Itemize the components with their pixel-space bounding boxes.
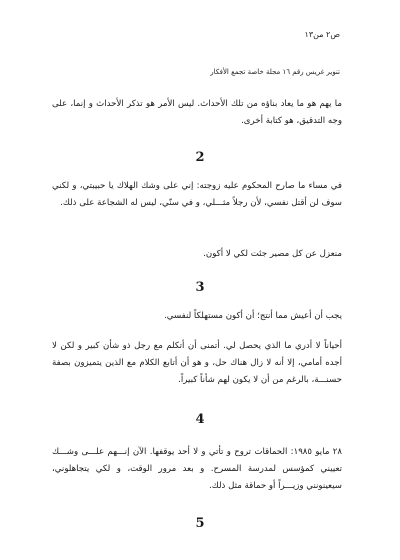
section-number: 3 bbox=[195, 280, 205, 295]
section-number: 2 bbox=[195, 150, 205, 165]
section-number: 4 bbox=[195, 412, 205, 427]
page-number: ص٢ من١٣ bbox=[304, 30, 340, 39]
paragraph: ٢٨ مايو ١٩٨٥: الحماقات تروح و تأتي و لا أحد يوقفها. الآن إنـــهم علـــى وشـــك تعييني كمؤسس لمدرسة المسرح. و بعد مرور الوقت، و لكي يتجاهلوني، سيعينونني وزيـــراً أو حماقة مثل ذلك. bbox=[52, 447, 342, 491]
paragraph: منعزل عن كل مصير جئت لكي لا أكون. bbox=[203, 249, 342, 259]
paragraph: يجب أن أعيش مما أنتج؛ أن أكون مستهلكاً لنفسي. bbox=[164, 311, 342, 321]
running-header: تنوير غريس رقم ١٦ مجلة خاصة تجمع الأفكار bbox=[210, 68, 340, 76]
paragraph: في مساء ما صارح المحكوم عليه زوجته: إني على وشك الهلاك يا حبيبتي، و لكني سوف لن أقتل نفسي، لأن رجلاً مثـــلي، و في سنّي، ليس له الشجاعة على ذلك. bbox=[52, 181, 342, 208]
section-number: 5 bbox=[195, 516, 205, 531]
paragraph: أحياناً لا أدري ما الذي يحصل لي. أتمنى أن أتكلم مع رجل ذو شأن كبير و لكن لا أجده أمامي، إلا أنه لا زال هناك حل، و هو أن أتابع الكلام مع الذين يتميزون بصفة حسنـــة، بالرغم من أن لا يكون لهم شأناً كبيراً. bbox=[52, 341, 342, 385]
paragraph: ما يهم هو ما يعاد بناؤه من تلك الأحداث. ليس الأمر هو تذكر الأحداث و إنما، على وجه التدقيق، هو كتابة أخرى. bbox=[52, 99, 342, 126]
